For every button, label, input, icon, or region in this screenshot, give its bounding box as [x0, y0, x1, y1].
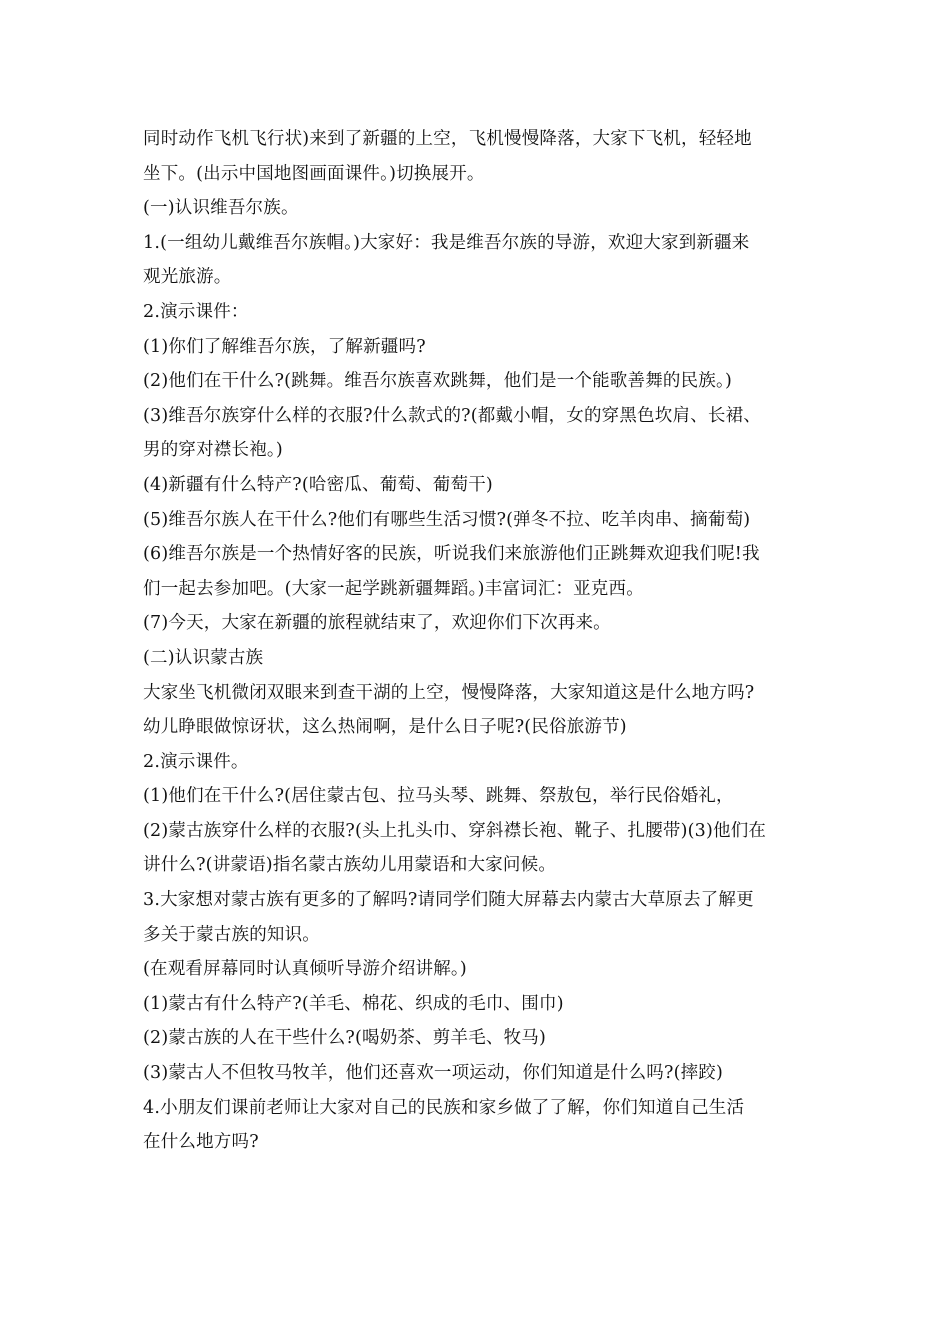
text-line: 观光旅游。: [143, 267, 232, 288]
text-line: (在观看屏幕同时认真倾听导游介绍讲解。): [143, 959, 467, 980]
text-line: (2)蒙古族穿什么样的衣服?(头上扎头巾、穿斜襟长袍、靴子、扎腰带)(3)他们在: [143, 820, 767, 841]
text-line: 4.小朋友们课前老师让大家对自己的民族和家乡做了了解，你们知道自己生活: [143, 1097, 745, 1118]
text-line: 多关于蒙古族的知识。: [143, 924, 320, 945]
section-heading: (一)认识维吾尔族。: [143, 198, 299, 219]
text-line: (1)你们了解维吾尔族，了解新疆吗?: [143, 336, 426, 357]
text-line: (6)维吾尔族是一个热情好客的民族，听说我们来旅游他们正跳舞欢迎我们呢!我: [143, 544, 760, 565]
text-line: (3)维吾尔族穿什么样的衣服?什么款式的?(都戴小帽，女的穿黑色坎肩、长裙、: [143, 405, 761, 426]
text-line: (2)他们在干什么?(跳舞。维吾尔族喜欢跳舞，他们是一个能歌善舞的民族。): [143, 371, 732, 392]
text-line: (4)新疆有什么特产?(哈密瓜、葡萄、葡萄干): [143, 474, 493, 495]
text-line: 3.大家想对蒙古族有更多的了解吗?请同学们随大屏幕去内蒙古大草原去了解更: [143, 890, 754, 911]
text-line: 2.演示课件：: [143, 301, 249, 322]
text-line: (2)蒙古族的人在干些什么?(喝奶茶、剪羊毛、牧马): [143, 1028, 547, 1049]
text-line: 大家坐飞机微闭双眼来到查干湖的上空，慢慢降落，大家知道这是什么地方吗?: [143, 682, 755, 703]
section-heading: (二)认识蒙古族: [143, 647, 264, 668]
text-line: (3)蒙古人不但牧马牧羊，他们还喜欢一项运动，你们知道是什么吗?(摔跤): [143, 1063, 724, 1084]
text-line: (1)他们在干什么?(居住蒙古包、拉马头琴、跳舞、祭敖包，举行民俗婚礼，: [143, 786, 734, 807]
text-line: 2.演示课件。: [143, 751, 249, 772]
text-line: 1.(一组幼儿戴维吾尔族帽。)大家好：我是维吾尔族的导游，欢迎大家到新疆来: [143, 232, 750, 253]
text-line: (7)今天，大家在新疆的旅程就结束了，欢迎你们下次再来。: [143, 613, 611, 634]
text-line: (1)蒙古有什么特产?(羊毛、棉花、织成的毛巾、围巾): [143, 993, 564, 1014]
text-line: 坐下。(出示中国地图画面课件。)切换展开。: [143, 163, 485, 184]
text-line: 们一起去参加吧。(大家一起学跳新疆舞蹈。)丰富词汇：亚克西。: [143, 578, 644, 599]
text-line: 幼儿睁眼做惊讶状，这么热闹啊，是什么日子呢?(民俗旅游节): [143, 717, 627, 738]
text-line: (5)维吾尔族人在干什么?他们有哪些生活习惯?(弹冬不拉、吃羊肉串、摘葡萄): [143, 509, 751, 530]
text-line: 在什么地方吗?: [143, 1132, 259, 1153]
text-line: 同时动作飞机飞行状)来到了新疆的上空，飞机慢慢降落，大家下飞机，轻轻地: [143, 129, 752, 149]
text-line: 讲什么?(讲蒙语)指名蒙古族幼儿用蒙语和大家问候。: [143, 855, 557, 876]
text-line: 男的穿对襟长袍。): [143, 440, 283, 461]
document-body: [143, 122, 813, 1160]
